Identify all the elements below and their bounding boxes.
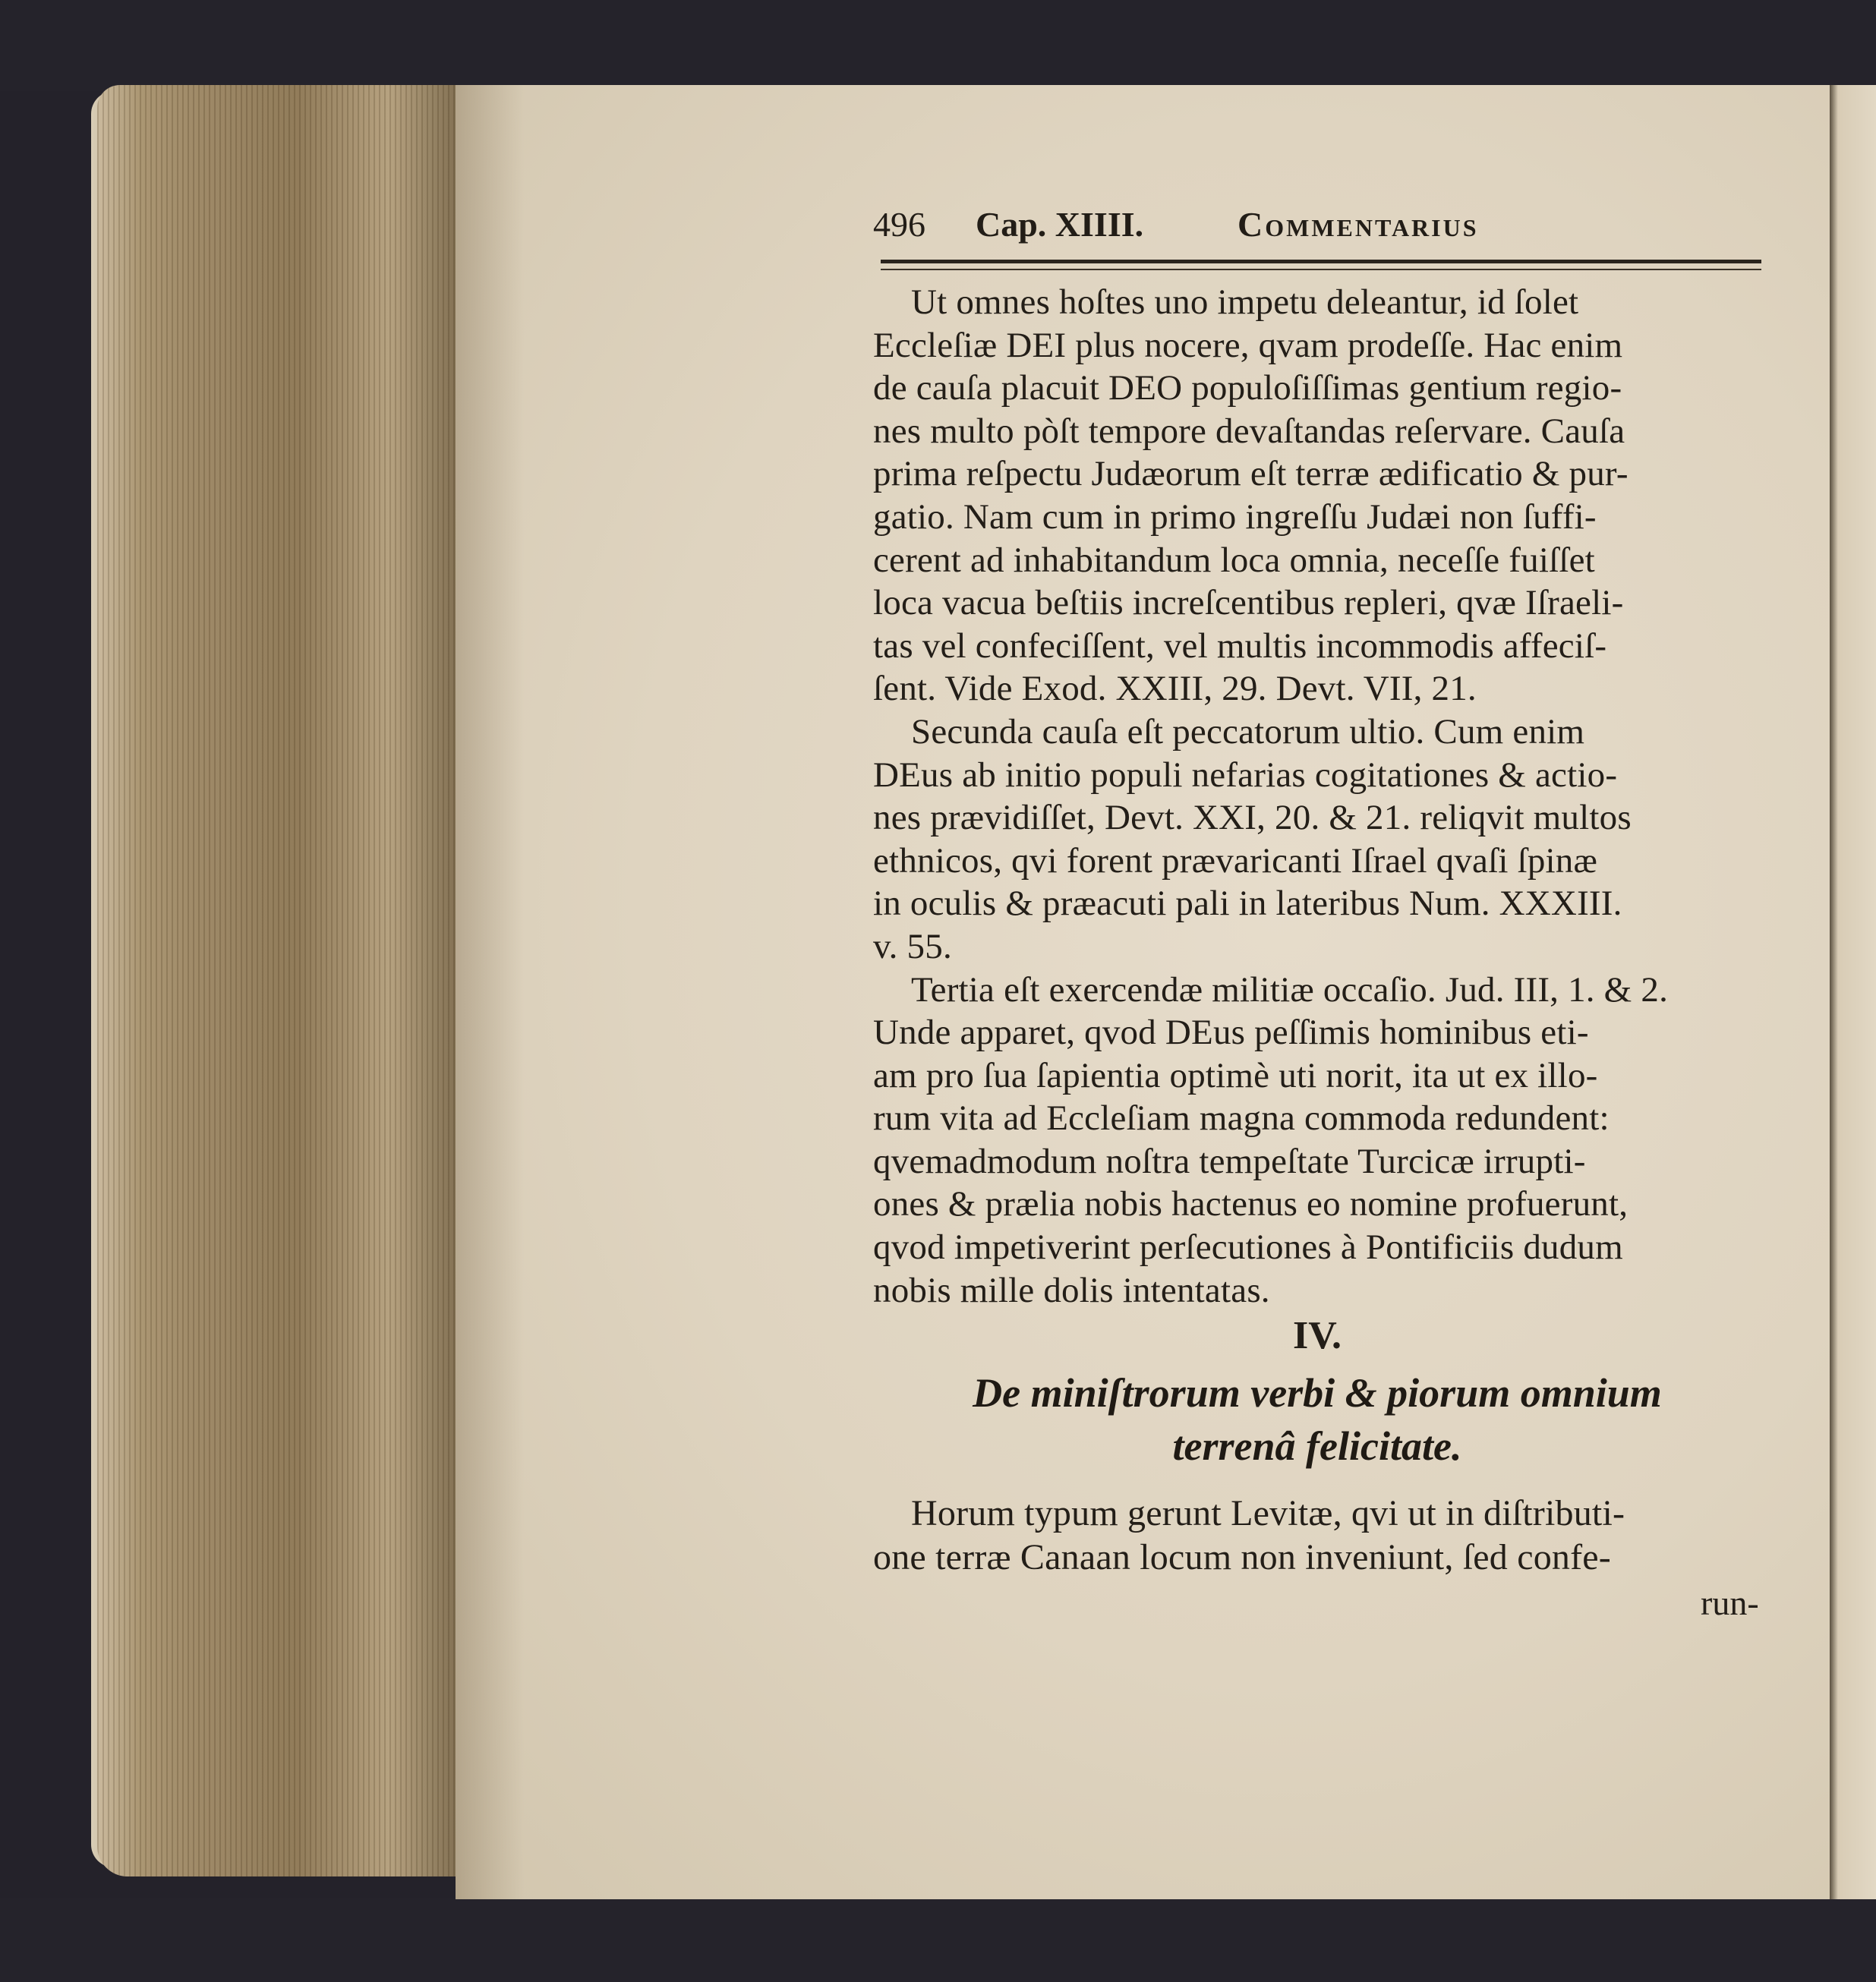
text-line: Horum typum gerunt Levitæ, qvi ut in diſtributi- bbox=[911, 1493, 1625, 1533]
text-line: rum vita ad Eccleſiam magna commoda redundent: bbox=[873, 1098, 1610, 1139]
text-line: nes prævidiſſet, Devt. XXI, 20. & 21. reliqvit multos bbox=[873, 798, 1632, 838]
text-line: prima reſpectu Judæorum eſt terræ ædificatio & pur- bbox=[873, 454, 1628, 494]
page-number: 496 bbox=[873, 205, 925, 244]
text-line: Unde apparet, qvod DEus peſſimis hominibus eti- bbox=[873, 1013, 1589, 1053]
text-line: Eccleſiæ DEI plus nocere, qvam prodeſſe. Hac enim bbox=[873, 325, 1623, 365]
chapter-label: Cap. XIIII. bbox=[976, 205, 1144, 244]
text-line: Ut omnes hoſtes uno impetu deleantur, id ſolet bbox=[911, 282, 1579, 322]
text-line: v. 55. bbox=[873, 926, 952, 966]
section-heading-line: De miniſtrorum verbi & piorum omnium bbox=[973, 1370, 1662, 1416]
header-rule-thin bbox=[881, 269, 1761, 270]
section-heading bbox=[873, 1366, 1761, 1473]
header-rule bbox=[881, 260, 1761, 263]
section-paragraph bbox=[873, 1492, 1761, 1580]
text-line: qvod impetiverint perſecutiones à Pontificiis dudum bbox=[873, 1227, 1623, 1268]
gutter-shadow bbox=[456, 85, 524, 1899]
facing-page-edge bbox=[1830, 85, 1876, 1899]
text-line: nes multo pòſt tempore devaſtandas reſervare. Cauſa bbox=[873, 411, 1625, 451]
text-line: qvemadmodum noſtra tempeſtate Turcicæ irrupti- bbox=[873, 1141, 1586, 1181]
text-line: loca vacua beſtiis increſcentibus repleri, qvæ Iſraeli- bbox=[873, 583, 1624, 623]
body-text bbox=[873, 281, 1761, 1312]
text-line: am pro ſua ſapientia optimè uti norit, ita ut ex illo- bbox=[873, 1055, 1598, 1095]
text-line: Tertia eſt exercendæ militiæ occaſio. Jud. III, 1. & 2. bbox=[911, 969, 1669, 1010]
text-line: nobis mille dolis intentatas. bbox=[873, 1270, 1270, 1310]
text-line: de cauſa placuit DEO populoſiſſimas gentium regio- bbox=[873, 368, 1622, 408]
page-header bbox=[873, 197, 1761, 252]
section-number: IV. bbox=[1292, 1314, 1342, 1357]
text-line: DEus ab initio populi nefarias cogitationes & actio- bbox=[873, 755, 1618, 795]
text-line: ethnicos, qvi forent prævaricanti Iſrael qvaſi ſpinæ bbox=[873, 840, 1598, 881]
page-block-edge bbox=[97, 85, 462, 1876]
text-line: tas vel confeciſſent, vel multis incommodis affeciſ- bbox=[873, 625, 1607, 666]
catchword: run- bbox=[1701, 1583, 1759, 1622]
background-bottom bbox=[0, 1898, 1876, 1982]
text-line: cerent ad inhabitandum loca omnia, neceſſe fuiſſet bbox=[873, 540, 1595, 580]
text-line: Secunda cauſa eſt peccatorum ultio. Cum enim bbox=[911, 711, 1585, 752]
running-title: Commentarius bbox=[1238, 205, 1479, 244]
text-line: ſent. Vide Exod. XXIII, 29. Devt. VII, 21. bbox=[873, 669, 1477, 709]
text-line: one terræ Canaan locum non inveniunt, ſed confe- bbox=[873, 1537, 1611, 1577]
text-line: in oculis & præacuti pali in lateribus Num. XXXIII. bbox=[873, 884, 1622, 924]
text-line: gatio. Nam cum in primo ingreſſu Judæi non ſuffi- bbox=[873, 496, 1597, 537]
text-line: ones & prælia nobis hactenus eo nomine profuerunt, bbox=[873, 1184, 1628, 1224]
background-top bbox=[0, 0, 1876, 91]
section-heading-line: terrenâ felicitate. bbox=[1172, 1423, 1462, 1469]
